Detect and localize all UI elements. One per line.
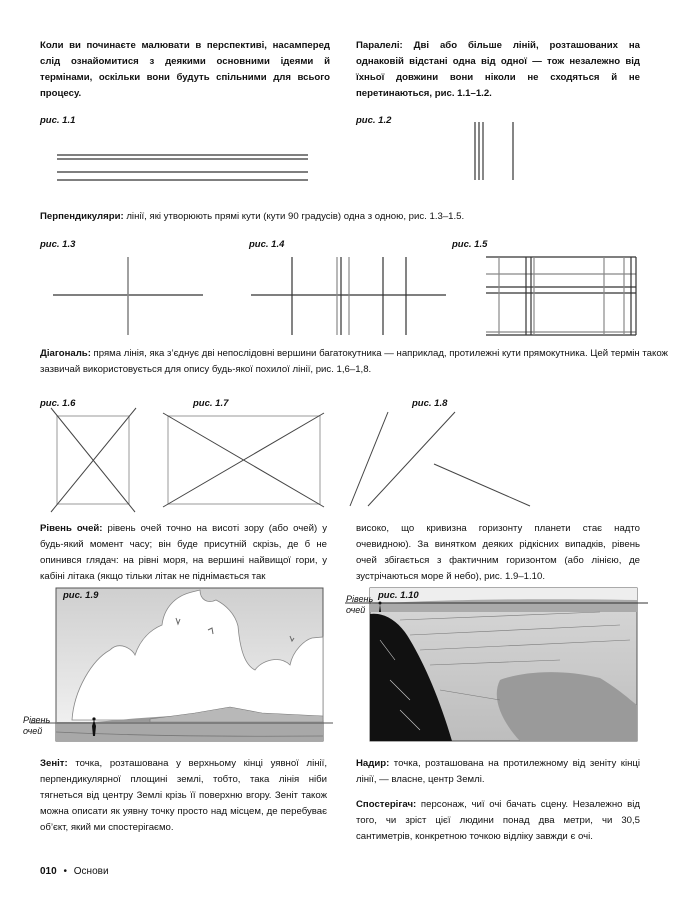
- eye-level-label-line1: Рівень: [346, 594, 374, 604]
- diagonal-term: Діагональ:: [40, 348, 91, 359]
- nadir-paragraph: [356, 756, 640, 788]
- figure-label-1-5: рис. 1.5: [452, 239, 488, 250]
- footer-separator: •: [63, 866, 67, 877]
- figure-label-1-4: рис. 1.4: [249, 239, 285, 250]
- eye-level-text-col1: рівень очей точно на висоті зору (або очей) у будь-який момент часу; він буде присутній скрізь, де б не опинився глядач: на рівні моря, на вершині найвищої гори, у кабіні літака (якщо тільки літак не піднімається так: [40, 523, 327, 582]
- intro-text: Коли ви починаєте малювати в перспективі, насамперед слід ознайомитися з деякими основними ідеями й термінами, оскільки вони будуть спільними для всього процесу.: [40, 40, 330, 99]
- zenith-term: Зеніт:: [40, 758, 68, 769]
- eye-level-label-line2: очей: [346, 605, 366, 615]
- figure-label-1-6: рис. 1.6: [40, 398, 76, 409]
- parallels-term: Паралелі:: [356, 40, 403, 51]
- section-name: Основи: [73, 866, 109, 877]
- observer-paragraph: [356, 797, 640, 845]
- figure-label-1-10: рис. 1.10: [378, 590, 419, 601]
- figure-label-1-3: рис. 1.3: [40, 239, 76, 250]
- figure-label-1-1: рис. 1.1: [40, 115, 76, 126]
- perpendiculars-term: Перпендикуляри:: [40, 211, 124, 222]
- eye-level-text-col2: високо, що кривизна горизонту планети стає надто очевидною). За винятком деяких рідкісних випадків, рівень очей збігається з фактичним горизонтом (або лінією, де зустрічаються море й небо), рис. 1.9–1.10.: [356, 523, 640, 582]
- figure-label-1-8: рис. 1.8: [412, 398, 448, 409]
- eye-level-label-line1: Рівень: [23, 715, 51, 725]
- diagonal-text: пряма лінія, яка з’єднує дві непослідовні вершини багатокутника — наприклад, протилежні кути прямокутника. Цей термін також зазвичай використовується для опису будь-якої похилої лінії, рис. 1,6–1,8.: [40, 348, 668, 375]
- eye-level-term: Рівень очей:: [40, 523, 103, 534]
- figure-label-1-9: рис. 1.9: [63, 590, 99, 601]
- figure-label-1-7: рис. 1.7: [193, 398, 229, 409]
- page-number: 010: [40, 866, 57, 877]
- nadir-term: Надир:: [356, 758, 390, 769]
- parallels-text: Дві або більше ліній, розташованих на однаковій відстані одна від одної — тож незалежно від їхньої довжини вони ніколи не сходяться й не перетинаються, рис. 1.1–1.2.: [356, 40, 640, 99]
- observer-text: персонаж, чиї очі бачать сцену. Незалежно від того, чи зріст цієї людини понад два метри, чи 30,5 сантиметрів, конкретною точкою відліку завжди є очі.: [356, 799, 640, 842]
- zenith-paragraph: [40, 756, 327, 836]
- eye-level-label-fig-1-10: [346, 594, 373, 616]
- nadir-text: точка, розташована на протилежному від зеніту кінці лінії, — власне, центр Землі.: [356, 758, 640, 785]
- figure-label-1-2: рис. 1.2: [356, 115, 392, 126]
- observer-term: Спостерігач:: [356, 799, 417, 810]
- zenith-text: точка, розташована у верхньому кінці уявної лінії, перпендикулярної площині землі, тобто, така лінія ніби тягнеться від центру Землі крізь її поверхню вгору. Зеніт також можна описати як уявну точку просто над місцем, де перебуває об’єкт, який ми спостерігаємо.: [40, 758, 327, 833]
- eye-level-label-line2: очей: [23, 726, 43, 736]
- perpendiculars-text: лінії, які утворюють прямі кути (кути 90 градусів) одна з одною, рис. 1.3–1.5.: [123, 211, 465, 222]
- page-footer: [40, 866, 109, 877]
